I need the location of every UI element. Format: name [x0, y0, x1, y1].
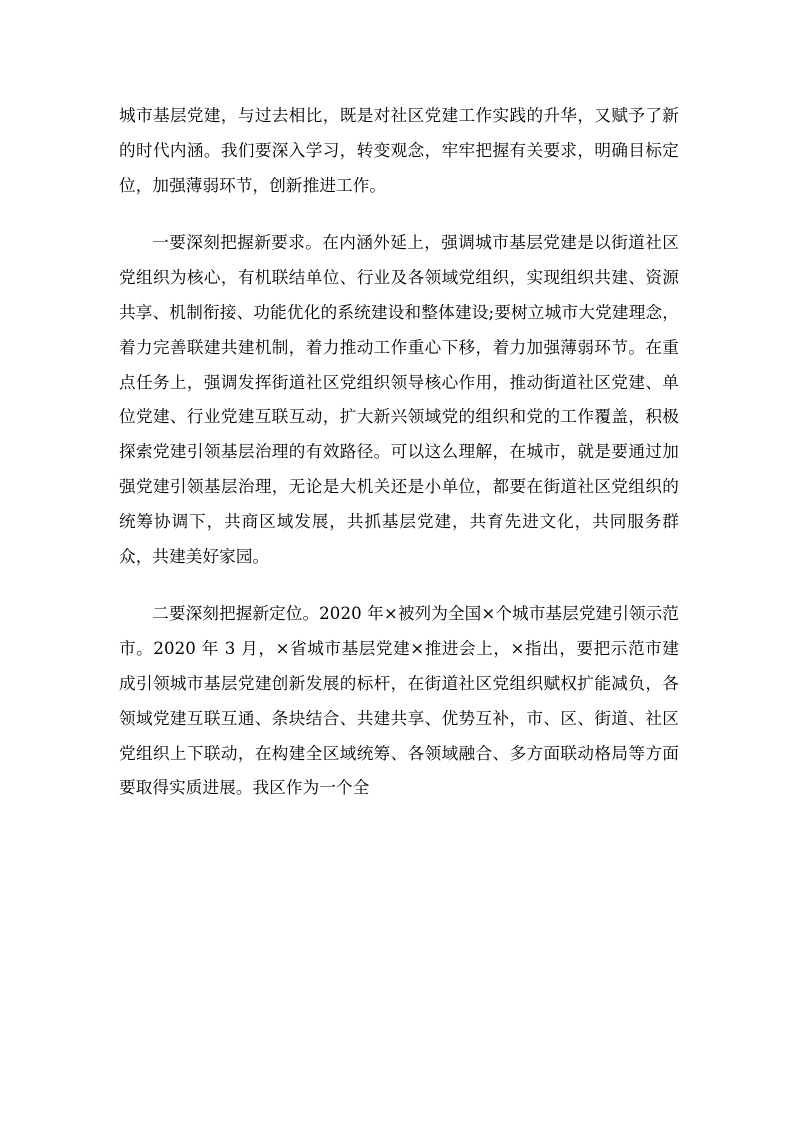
paragraph-2: 一要深刻把握新要求。在内涵外延上，强调城市基层党建是以街道社区党组织为核心，有机联结单位、行业及各领域党组织，实现组织共建、资源共享、机制衔接、功能优化的系统建设和整体建设;要树立城市大党建理念，着力完善联建共建机制，着力推动工作重心下移，着力加强薄弱环节。在重点任务上，强调发挥街道社区党组织领导核心作用，推动街道社区党建、单位党建、行业党建互联互动，扩大新兴领域党的组织和党的工作覆盖，积极探索党建引领基层治理的有效路径。可以这么理解，在城市，就是要通过加强党建引领基层治理，无论是大机关还是小单位，都要在街道社区党组织的统筹协调下，共商区域发展，共抓基层党建，共育先进文化，共同服务群众，共建美好家园。	[119, 233, 679, 566]
document-body	[119, 99, 679, 806]
paragraph-1: 城市基层党建，与过去相比，既是对社区党建工作实践的升华，又赋予了新的时代内涵。我们要深入学习，转变观念，牢牢把握有关要求，明确目标定位，加强薄弱环节，创新推进工作。	[119, 106, 679, 195]
paragraph-3: 二要深刻把握新定位。2020 年×被列为全国×个城市基层党建引领示范市。2020 年 3 月，×省城市基层党建×推进会上，×指出，要把示范市建成引领城市基层党建创新发展的标杆，在街道社区党组织赋权扩能减负，各领域党建互联互通、条块结合、共建共享、优势互补，市、区、街道、社区党组织上下联动，在构建全区域统筹、各领域融合、多方面联动格局等方面要取得实质进展。我区作为一个全	[119, 604, 679, 798]
